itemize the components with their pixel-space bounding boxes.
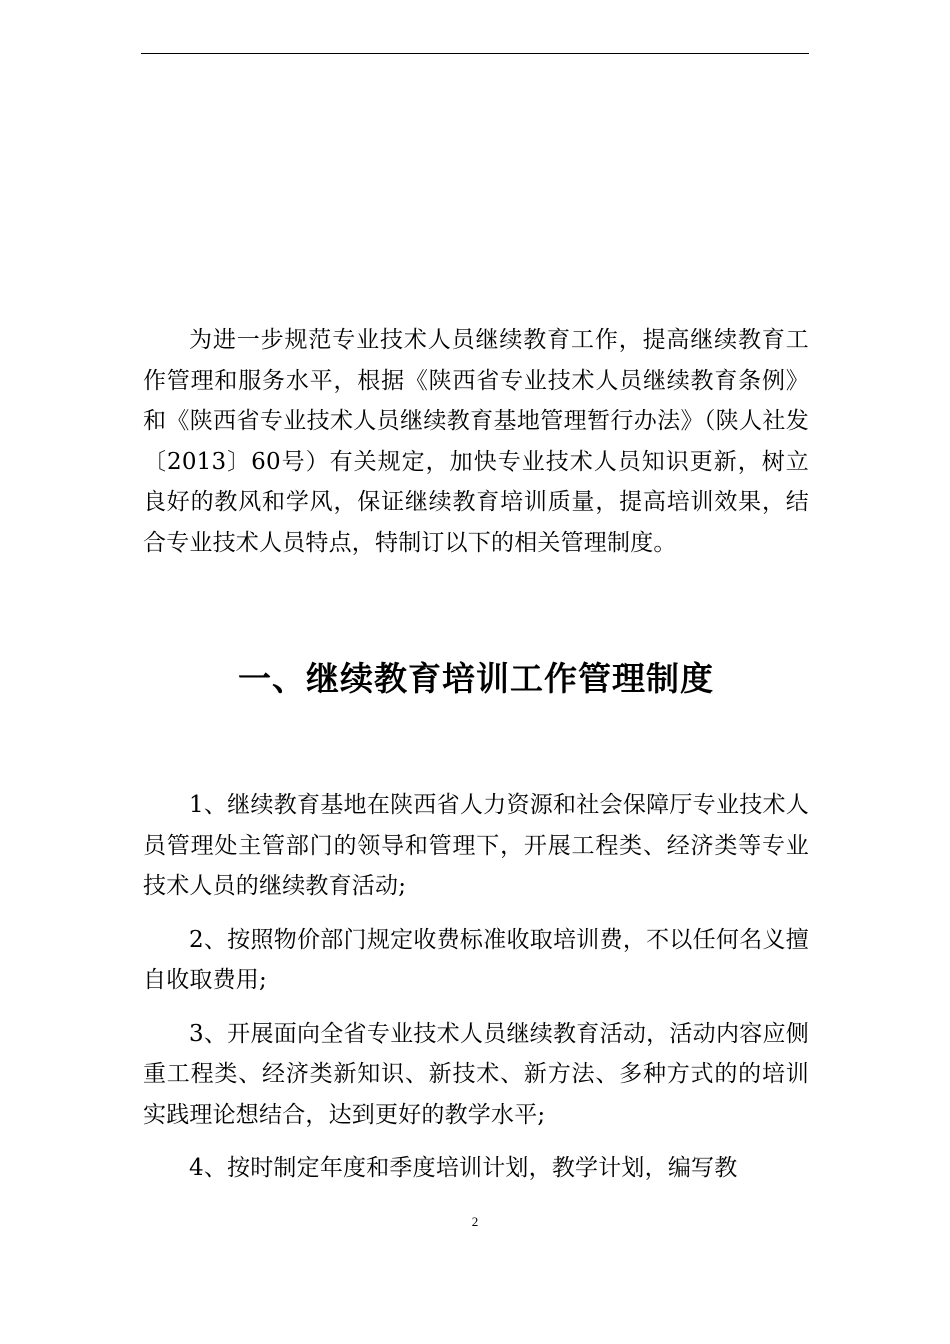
rule-item-1: 1、继续教育基地在陕西省人力资源和社会保障厅专业技术人员管理处主管部门的领导和管理下，开展工程类、经济类等专业技术人员的继续教育活动; — [143, 792, 809, 899]
section-heading: 一、继续教育培训工作管理制度 — [238, 659, 714, 698]
intro-section — [143, 320, 809, 563]
page-number: 2 — [471, 1214, 479, 1229]
rule-item-4: 4、按时制定年度和季度培训计划，教学计划，编写教 — [189, 1155, 738, 1181]
rules-list — [143, 785, 809, 1202]
header-rule — [141, 53, 809, 54]
rule-item-2: 2、按照物价部门规定收费标准收取培训费，不以任何名义擅自收取费用; — [143, 926, 809, 993]
intro-paragraph: 为进一步规范专业技术人员继续教育工作，提高继续教育工作管理和服务水平，根据《陕西省专业技术人员继续教育条例》和《陕西省专业技术人员继续教育基地管理暂行办法》（陕人社发〔2013〕60号）有关规定，加快专业技术人员知识更新，树立良好的教风和学风，保证继续教育培训质量，提高培训效果，结合专业技术人员特点，特制订以下的相关管理制度。 — [143, 327, 809, 556]
rule-item-3: 3、开展面向全省专业技术人员继续教育活动，活动内容应侧重工程类、经济类新知识、新技术、新方法、多种方式的的培训实践理论想结合，达到更好的教学水平; — [143, 1020, 809, 1128]
